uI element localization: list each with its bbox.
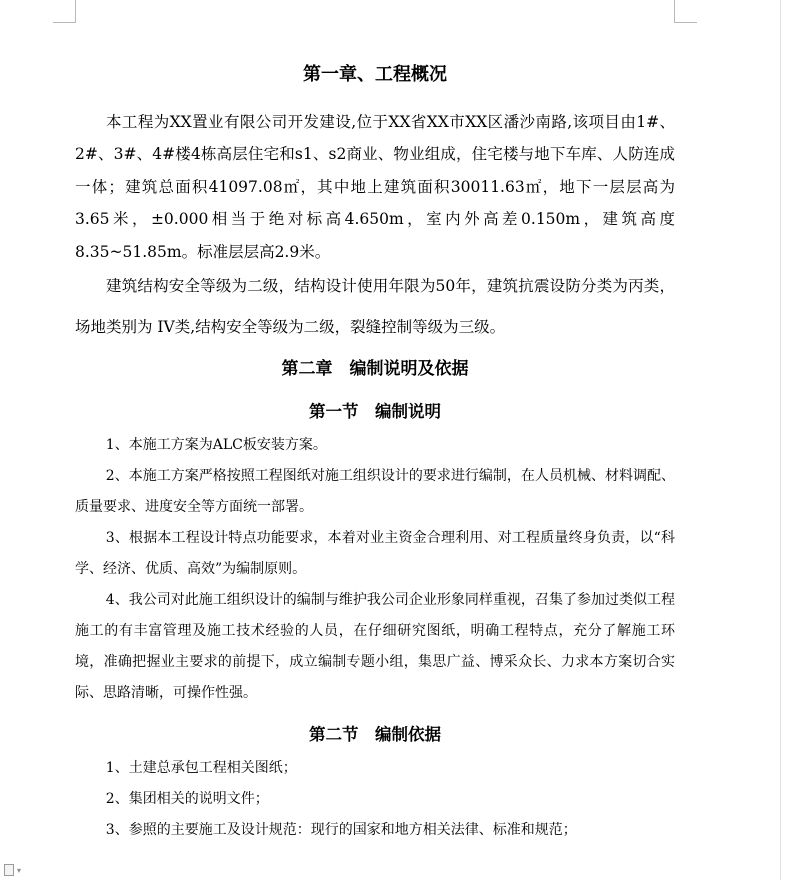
chapter1-title: 第一章、工程概况 [303,64,447,85]
crop-mark-top-right [674,0,697,23]
document-icon[interactable] [4,864,34,878]
chevron-down-icon: ▾ [17,865,22,875]
list-item: 4、我公司对此施工组织设计的编制与维护我公司企业形象同样重视，召集了参加过类似工程施工的有丰富管理及施工技术经验的人员，在仔细研究图纸，明确工程特点，充分了解施工环境，准确把握业主要求的前提下，成立编制专题小组，集思广益、博采众长、力求本方案切合实际、思路清晰，可操作性强。 [75,592,675,702]
section1-title: 第一节 编制说明 [309,402,441,422]
list-item: 1、土建总承包工程相关图纸； [105,760,297,777]
section2-title: 第二节 编制依据 [309,725,441,745]
page-edge-line [780,0,781,880]
list-item: 3、根据本工程设计特点功能要求，本着对业主资金合理利用、对工程质量终身负责，以“科学、经济、优质、高效”为编制原则。 [75,530,675,578]
list-item: 2、集团相关的说明文件； [105,791,269,808]
chapter1-paragraph-2: 建筑结构安全等级为二级，结构设计使用年限为50年，建筑抗震设防分类为丙类，场地类别为 IV类,结构安全等级为二级，裂缝控制等级为三级。 [75,277,675,337]
document-content [75,60,675,846]
section1-list [75,430,675,709]
section2-list [75,753,675,846]
list-item: 3、参照的主要施工及设计规范：现行的国家和地方相关法律、标准和规范； [105,822,577,839]
crop-mark-top-left [53,0,76,23]
list-item: 1、本施工方案为ALC板安装方案。 [105,437,327,454]
list-item: 2、本施工方案严格按照工程图纸对施工组织设计的要求进行编制，在人员机械、材料调配、质量要求、进度安全等方面统一部署。 [75,468,675,516]
chapter1-paragraph-1: 本工程为XX置业有限公司开发建设,位于XX省XX市XX区潘沙南路,该项目由1#、2#、3#、4#楼4栋高层住宅和s1、s2商业、物业组成，住宅楼与地下车库、人防连成一体；建筑总面积41097.08㎡，其中地上建筑面积30011.63㎡，地下一层层高为3.65米，±0.000相当于绝对标高4.650m，室内外高差0.150m，建筑高度8.35~51.85m。标准层层高2.9米。 [75,113,675,261]
chapter2-title: 第二章 编制说明及依据 [281,359,469,380]
page-icon [4,864,14,876]
